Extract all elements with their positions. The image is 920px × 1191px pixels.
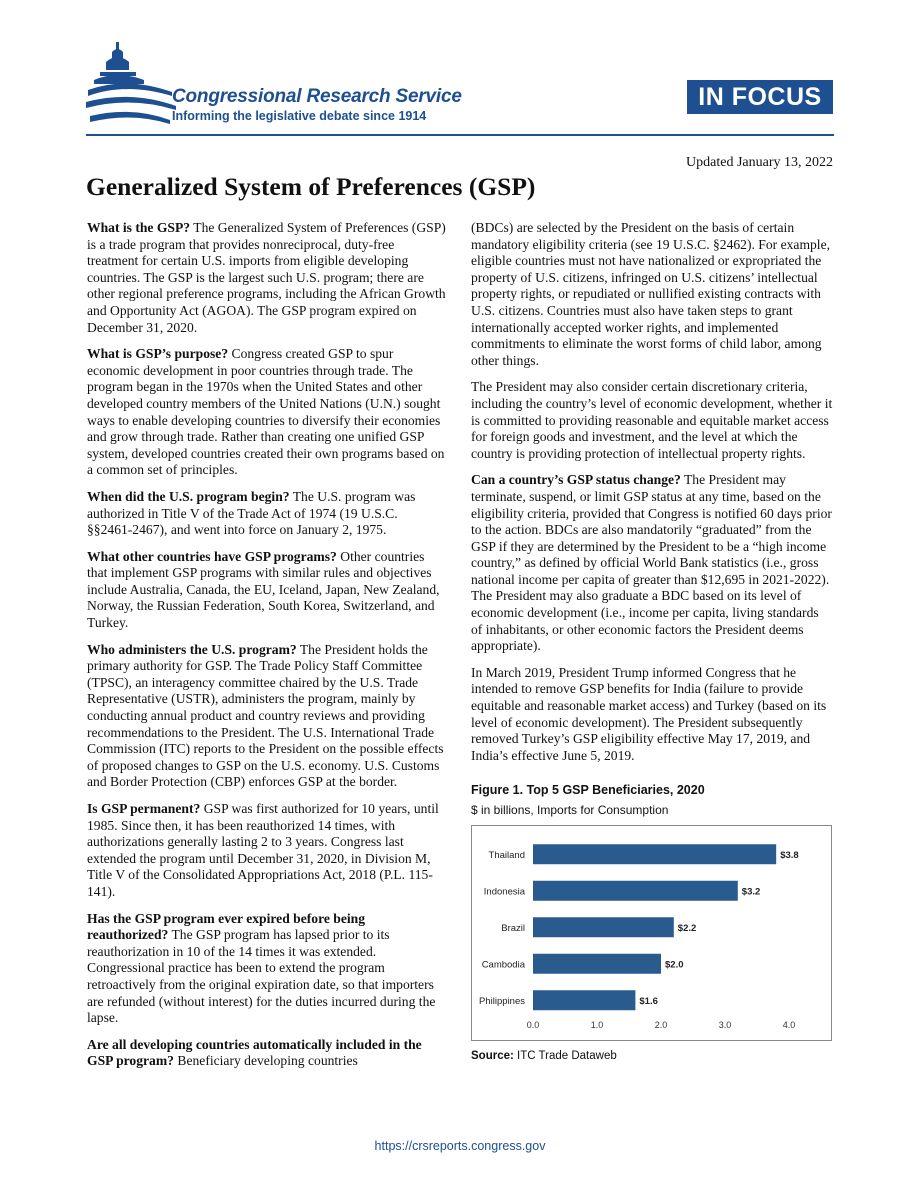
paragraph-text: The U.S. program was authorized in Title V of the Trade Act of 1974 (19 U.S.C. §§2461-2467), and went into force on January 2, 1975. bbox=[87, 488, 416, 538]
question-heading: Can a country’s GSP status change? bbox=[471, 472, 681, 488]
question-heading: Is GSP permanent? bbox=[87, 801, 201, 816]
bar bbox=[533, 844, 776, 864]
paragraph-text: The GSP program has lapsed prior to its reauthorization in 10 of the 14 times it was extended. Congressional practice has been to extend the program retroactively from the original expiration date, so that importers are refunded (without interest) for the duties incurred during the lapse. bbox=[87, 927, 436, 1026]
question-heading: Who administers the U.S. program? bbox=[87, 641, 297, 657]
x-tick-label: 4.0 bbox=[782, 1019, 796, 1030]
paragraph-text: The President may terminate, suspend, or limit GSP status at any time, based on the eligibility criteria, provided that Congress is notified 60 days prior to the action. BDCs are also mandatorily “graduated” from the GSP if they are determined by the President to be a “high income country,” as defined by official World Bank statistics (i.e., gross national income per capita of greater than $12,695 in 2021-2022). The President may also graduate a BDC based on its level of economic development (i.e., income per capita, living standards of inhabitants, or other economic factors the President deems appropriate). bbox=[471, 472, 832, 654]
paragraph bbox=[87, 346, 446, 479]
paragraph bbox=[471, 472, 833, 655]
question-heading: What is GSP’s purpose? bbox=[87, 346, 229, 362]
category-label: Brazil bbox=[501, 922, 525, 934]
question-heading: Are all developing countries automatically included in the GSP program? bbox=[87, 1036, 422, 1069]
x-tick-label: 1.0 bbox=[590, 1019, 604, 1030]
header-divider bbox=[86, 134, 834, 136]
paragraph bbox=[87, 1037, 446, 1070]
category-label: Indonesia bbox=[483, 885, 525, 897]
crs-capitol-logo bbox=[86, 40, 176, 130]
updated-date: Updated January 13, 2022 bbox=[686, 155, 833, 170]
bar-chart bbox=[472, 826, 831, 1040]
paragraph bbox=[87, 220, 446, 336]
data-label: $2.0 bbox=[665, 958, 684, 970]
bar bbox=[533, 990, 635, 1010]
source-text: ITC Trade Dataweb bbox=[513, 1049, 617, 1062]
paragraph bbox=[471, 379, 833, 462]
chart-frame bbox=[471, 825, 832, 1041]
figure-subtitle: $ in billions, Imports for Consumption bbox=[471, 803, 669, 817]
org-tagline: Informing the legislative debate since 1914 bbox=[172, 109, 427, 123]
figure-source bbox=[471, 1048, 833, 1065]
data-label: $2.2 bbox=[677, 922, 697, 934]
paragraph-text: The President holds the primary authority for GSP. The Trade Policy Staff Committee (TPSC), an interagency committee chaired by the U.S. Trade Representative (USTR), administers the program, mainly by conducting annual product and country reviews and providing recommendations to the President. The U.S. International Trade Commission (ITC) reports to the President on the possible effects of proposed changes to GSP on the U.S. economy. U.S. Customs and Border Protection (CBP) enforces GSP at the border. bbox=[87, 641, 444, 790]
category-label: Thailand bbox=[488, 849, 525, 861]
paragraph-text: (BDCs) are selected by the President on the basis of certain mandatory eligibility criteria (see 19 U.S.C. §2462). For example, eligible countries must not have nationalized or expropriated the property of U.S. citizens, infringed on U.S. citizens’ intellectual property rights, or repudiated or nullified existing contracts with U.S. citizens. Countries must also have taken steps to grant internationally accepted worker rights, and implemented commitments to eliminate the worst forms of child labor, among other things. bbox=[471, 220, 831, 368]
paragraph-text: In March 2019, President Trump informed Congress that he intended to remove GSP benefits for India (failure to provide equitable and reasonable market access) and Turkey (based on its level of economic development). The President subsequently removed Turkey’s GSP eligibility effective May 17, 2019, and India’s effective June 5, 2019. bbox=[471, 664, 827, 763]
question-heading: What is the GSP? bbox=[87, 220, 191, 235]
data-label: $3.2 bbox=[741, 885, 761, 897]
data-label: $3.8 bbox=[780, 849, 799, 861]
category-label: Philippines bbox=[479, 995, 525, 1007]
right-column-text bbox=[471, 220, 833, 764]
paragraph bbox=[471, 665, 833, 765]
footer-url-link[interactable]: https://crsreports.congress.gov bbox=[374, 1139, 546, 1153]
page-title: Generalized System of Preferences (GSP) bbox=[86, 172, 536, 201]
paragraph-text: GSP was first authorized for 10 years, until 1985. Since then, it has been reauthorized 14 times, with authorizations generally lasting 2 to 3 years. Congress last extended the program until December 31, 2020, in Division M, Title V of the Consolidated Appropriations Act, 2018 (P.L. 115-141). bbox=[87, 801, 439, 899]
paragraph-text: Other countries that implement GSP programs with similar rules and objectives include Australia, Canada, the EU, Iceland, Japan, New Zealand, Norway, the Russian Federation, South Korea, Switzerland, and Turkey. bbox=[87, 548, 440, 631]
bar bbox=[533, 880, 738, 900]
data-label: $1.6 bbox=[639, 995, 658, 1007]
left-column bbox=[87, 220, 446, 1080]
paragraph-text: The Generalized System of Preferences (GSP) is a trade program that provides nonreciprocal, duty-free treatment for certain U.S. imports from eligible developing countries. The GSP is the largest such U.S. program; there are other regional preference programs, including the African Growth and Opportunity Act (AGOA). The GSP program expired on December 31, 2020. bbox=[87, 220, 446, 335]
paragraph bbox=[471, 220, 833, 369]
category-label: Cambodia bbox=[481, 958, 525, 970]
x-tick-label: 2.0 bbox=[654, 1019, 668, 1030]
org-name: Congressional Research Service bbox=[172, 86, 462, 107]
question-heading: Has the GSP program ever expired before being reauthorized? bbox=[87, 910, 366, 943]
x-tick-label: 3.0 bbox=[718, 1019, 732, 1030]
question-heading: When did the U.S. program begin? bbox=[87, 488, 290, 504]
paragraph bbox=[87, 801, 446, 901]
question-heading: What other countries have GSP programs? bbox=[87, 548, 337, 564]
bar bbox=[533, 917, 674, 937]
paragraph-text: Congress created GSP to spur economic development in poor countries through trade. The program began in the 1970s when the United States and other developed country members of the United Nations (U.N.) sought ways to enable developing countries to diversify their economies and grow through trade. Rather than creating one unified GSP system, developed countries created their own programs based on a common set of principles. bbox=[87, 346, 445, 478]
right-column bbox=[471, 220, 833, 1064]
paragraph bbox=[87, 911, 446, 1027]
bar bbox=[533, 953, 661, 973]
figure-title: Figure 1. Top 5 GSP Beneficiaries, 2020 bbox=[471, 783, 705, 798]
paragraph-text: The President may also consider certain discretionary criteria, including the country’s level of economic development, whether it is committed to providing reasonable and equitable market access for foreign goods and investment, and the level at which the country is providing protection of intellectual property rights. bbox=[471, 379, 833, 461]
x-tick-label: 0.0 bbox=[526, 1019, 540, 1030]
paragraph bbox=[87, 489, 446, 539]
paragraph bbox=[87, 549, 446, 632]
in-focus-badge: IN FOCUS bbox=[687, 80, 833, 114]
paragraph bbox=[87, 642, 446, 791]
paragraph-text: Beneficiary developing countries bbox=[173, 1053, 358, 1069]
source-label: Source: bbox=[471, 1049, 514, 1062]
